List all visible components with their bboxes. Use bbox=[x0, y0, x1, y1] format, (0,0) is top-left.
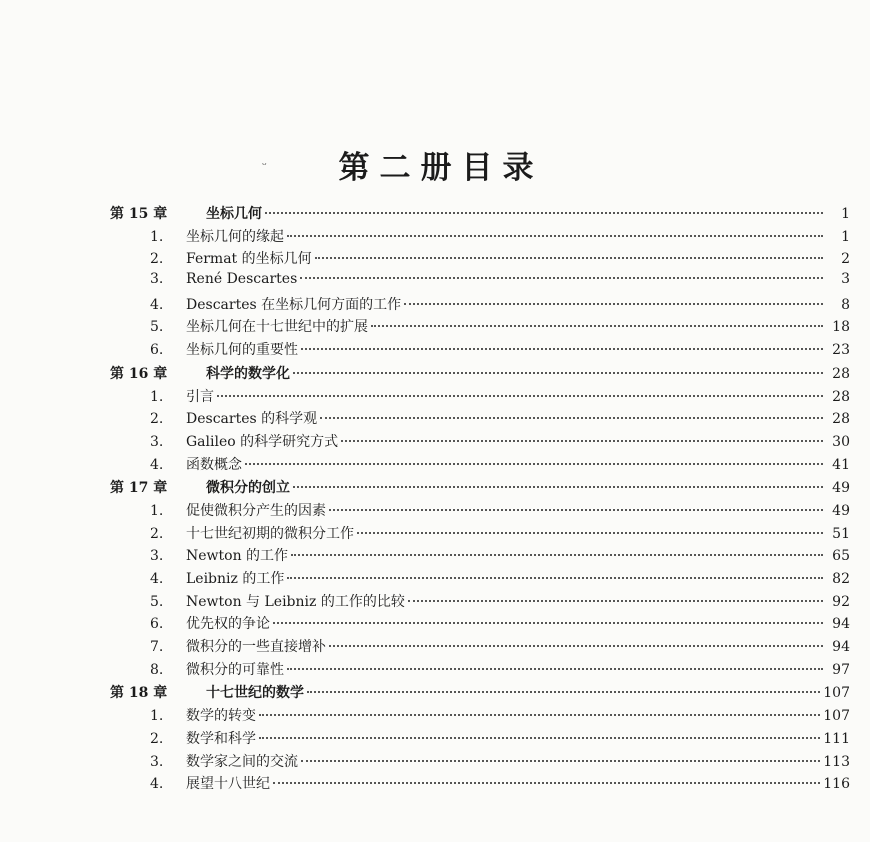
page-number: 94 bbox=[832, 616, 850, 633]
dot-leader bbox=[287, 576, 823, 579]
section-number: 4. bbox=[150, 776, 164, 793]
page-number: 94 bbox=[832, 639, 850, 656]
page-number: 30 bbox=[832, 433, 850, 450]
section-number: 3. bbox=[150, 548, 164, 565]
dot-leader bbox=[301, 347, 823, 350]
section-number: 5. bbox=[150, 593, 164, 610]
toc-section[interactable] bbox=[110, 613, 850, 636]
chapter-number: 第 15 章 bbox=[110, 206, 168, 222]
dot-leader bbox=[408, 599, 823, 602]
section-title: Fermat 的坐标几何 bbox=[186, 251, 312, 268]
page-number: 1 bbox=[841, 228, 850, 245]
page-number: 49 bbox=[832, 502, 850, 519]
toc-section[interactable] bbox=[110, 728, 850, 751]
toc-section[interactable] bbox=[110, 545, 850, 568]
section-title: 数学家之间的交流 bbox=[186, 753, 298, 770]
dot-leader bbox=[259, 736, 820, 739]
toc-section[interactable] bbox=[110, 408, 850, 431]
toc-section[interactable] bbox=[110, 386, 850, 409]
chapter-title: 坐标几何 bbox=[206, 206, 262, 222]
page-number: 23 bbox=[832, 342, 850, 359]
section-title: Descartes 在坐标几何方面的工作 bbox=[186, 296, 402, 313]
section-number: 2. bbox=[150, 251, 164, 268]
scan-speck: ᵕ bbox=[262, 158, 267, 172]
toc-section[interactable] bbox=[110, 248, 850, 271]
toc-chapter[interactable] bbox=[110, 203, 850, 226]
chapter-title: 十七世纪的数学 bbox=[206, 685, 304, 702]
section-title: 微积分的一些直接增补 bbox=[186, 639, 326, 656]
page-number: 65 bbox=[832, 548, 850, 565]
dot-leader bbox=[371, 324, 823, 327]
section-title: 坐标几何的重要性 bbox=[186, 342, 298, 359]
section-title: 优先权的争论 bbox=[186, 616, 270, 633]
page-title: 第二册目录 bbox=[338, 150, 544, 186]
section-number: 1. bbox=[150, 228, 164, 245]
dot-leader bbox=[320, 416, 823, 419]
section-number: 1. bbox=[150, 708, 164, 725]
section-number: 1. bbox=[150, 388, 164, 405]
toc-section[interactable] bbox=[110, 454, 850, 477]
dot-leader bbox=[273, 781, 820, 784]
table-of-contents bbox=[110, 202, 850, 796]
toc-section[interactable] bbox=[110, 339, 850, 362]
toc-chapter[interactable] bbox=[110, 682, 850, 705]
section-number: 4. bbox=[150, 456, 164, 473]
dot-leader bbox=[329, 644, 823, 647]
toc-section[interactable] bbox=[110, 500, 850, 523]
section-title: 数学的转变 bbox=[186, 708, 256, 725]
section-number: 6. bbox=[150, 616, 164, 633]
dot-leader bbox=[293, 371, 823, 374]
dot-leader bbox=[273, 621, 823, 624]
section-number: 2. bbox=[150, 730, 164, 747]
dot-leader bbox=[287, 667, 823, 670]
section-number: 3. bbox=[150, 433, 164, 450]
dot-leader bbox=[315, 256, 823, 259]
section-number: 4. bbox=[150, 296, 164, 313]
section-title: 引言 bbox=[186, 388, 214, 405]
page-number: 113 bbox=[823, 753, 850, 770]
toc-chapter[interactable] bbox=[110, 363, 850, 386]
section-title: 数学和科学 bbox=[186, 730, 256, 747]
section-title: René Descartes bbox=[186, 271, 298, 288]
page-number: 51 bbox=[832, 525, 850, 542]
chapter-number: 第 16 章 bbox=[110, 365, 168, 382]
page-number: 28 bbox=[832, 411, 850, 428]
dot-leader bbox=[293, 485, 823, 488]
toc-chapter[interactable] bbox=[110, 477, 850, 500]
section-number: 3. bbox=[150, 753, 164, 770]
dot-leader bbox=[291, 553, 823, 556]
toc-section[interactable] bbox=[110, 226, 850, 249]
page-number: 8 bbox=[841, 296, 850, 313]
section-title: 十七世纪初期的微积分工作 bbox=[186, 525, 354, 542]
page-number: 107 bbox=[823, 708, 850, 725]
section-number: 1. bbox=[150, 502, 164, 519]
toc-section[interactable] bbox=[110, 751, 850, 774]
page-number: 2 bbox=[841, 251, 850, 268]
section-title: Newton 的工作 bbox=[186, 548, 289, 565]
section-number: 8. bbox=[150, 661, 164, 678]
dot-leader bbox=[217, 394, 823, 397]
toc-section[interactable] bbox=[110, 431, 850, 454]
toc-section[interactable] bbox=[110, 523, 850, 546]
chapter-number: 第 18 章 bbox=[110, 685, 168, 702]
page-number: 28 bbox=[832, 388, 850, 405]
page-number: 82 bbox=[832, 571, 850, 587]
toc-section[interactable] bbox=[110, 659, 850, 682]
page-number: 3 bbox=[841, 271, 850, 288]
toc-section[interactable] bbox=[110, 705, 850, 728]
toc-section[interactable] bbox=[110, 636, 850, 659]
dot-leader bbox=[357, 531, 823, 534]
toc-section[interactable] bbox=[110, 271, 850, 294]
page-number: 107 bbox=[823, 685, 850, 702]
dot-leader bbox=[341, 439, 823, 442]
page-number: 18 bbox=[832, 319, 850, 336]
section-title: Newton 与 Leibniz 的工作的比较 bbox=[186, 593, 405, 610]
page-number: 41 bbox=[832, 456, 850, 473]
section-title: Leibniz 的工作 bbox=[186, 571, 285, 587]
dot-leader bbox=[300, 276, 823, 279]
page-number: 92 bbox=[832, 593, 850, 610]
dot-leader bbox=[301, 759, 820, 762]
section-number: 4. bbox=[150, 571, 164, 587]
section-title: 函数概念 bbox=[186, 456, 242, 473]
toc-section[interactable] bbox=[110, 568, 850, 591]
chapter-number: 第 17 章 bbox=[110, 480, 168, 497]
toc-section[interactable] bbox=[110, 294, 850, 317]
section-number: 2. bbox=[150, 411, 164, 428]
toc-section[interactable] bbox=[110, 316, 850, 339]
page-number: 116 bbox=[823, 776, 850, 793]
chapter-title: 微积分的创立 bbox=[206, 480, 290, 497]
section-title: 展望十八世纪 bbox=[186, 776, 270, 793]
page-number: 97 bbox=[832, 661, 850, 678]
toc-section[interactable] bbox=[110, 773, 850, 796]
page-number: 111 bbox=[823, 730, 850, 747]
section-title: 坐标几何在十七世纪中的扩展 bbox=[186, 319, 368, 336]
section-number: 7. bbox=[150, 639, 164, 656]
dot-leader bbox=[329, 508, 823, 511]
section-title: Descartes 的科学观 bbox=[186, 411, 318, 428]
chapter-title: 科学的数学化 bbox=[206, 365, 290, 382]
section-number: 5. bbox=[150, 319, 164, 336]
dot-leader bbox=[259, 713, 820, 716]
section-title: 促使微积分产生的因素 bbox=[186, 502, 326, 519]
section-number: 2. bbox=[150, 525, 164, 542]
dot-leader bbox=[404, 302, 823, 305]
page-number: 28 bbox=[832, 365, 850, 382]
section-title: Galileo 的科学研究方式 bbox=[186, 433, 339, 450]
section-number: 3. bbox=[150, 271, 164, 288]
page-number: 49 bbox=[832, 480, 850, 497]
dot-leader bbox=[245, 462, 823, 465]
dot-leader bbox=[307, 690, 820, 693]
page-number: 1 bbox=[841, 206, 850, 222]
section-title: 微积分的可靠性 bbox=[186, 661, 284, 678]
dot-leader bbox=[265, 211, 823, 214]
section-title: 坐标几何的缘起 bbox=[186, 228, 284, 245]
dot-leader bbox=[287, 234, 823, 237]
section-number: 6. bbox=[150, 342, 164, 359]
toc-section[interactable] bbox=[110, 591, 850, 614]
